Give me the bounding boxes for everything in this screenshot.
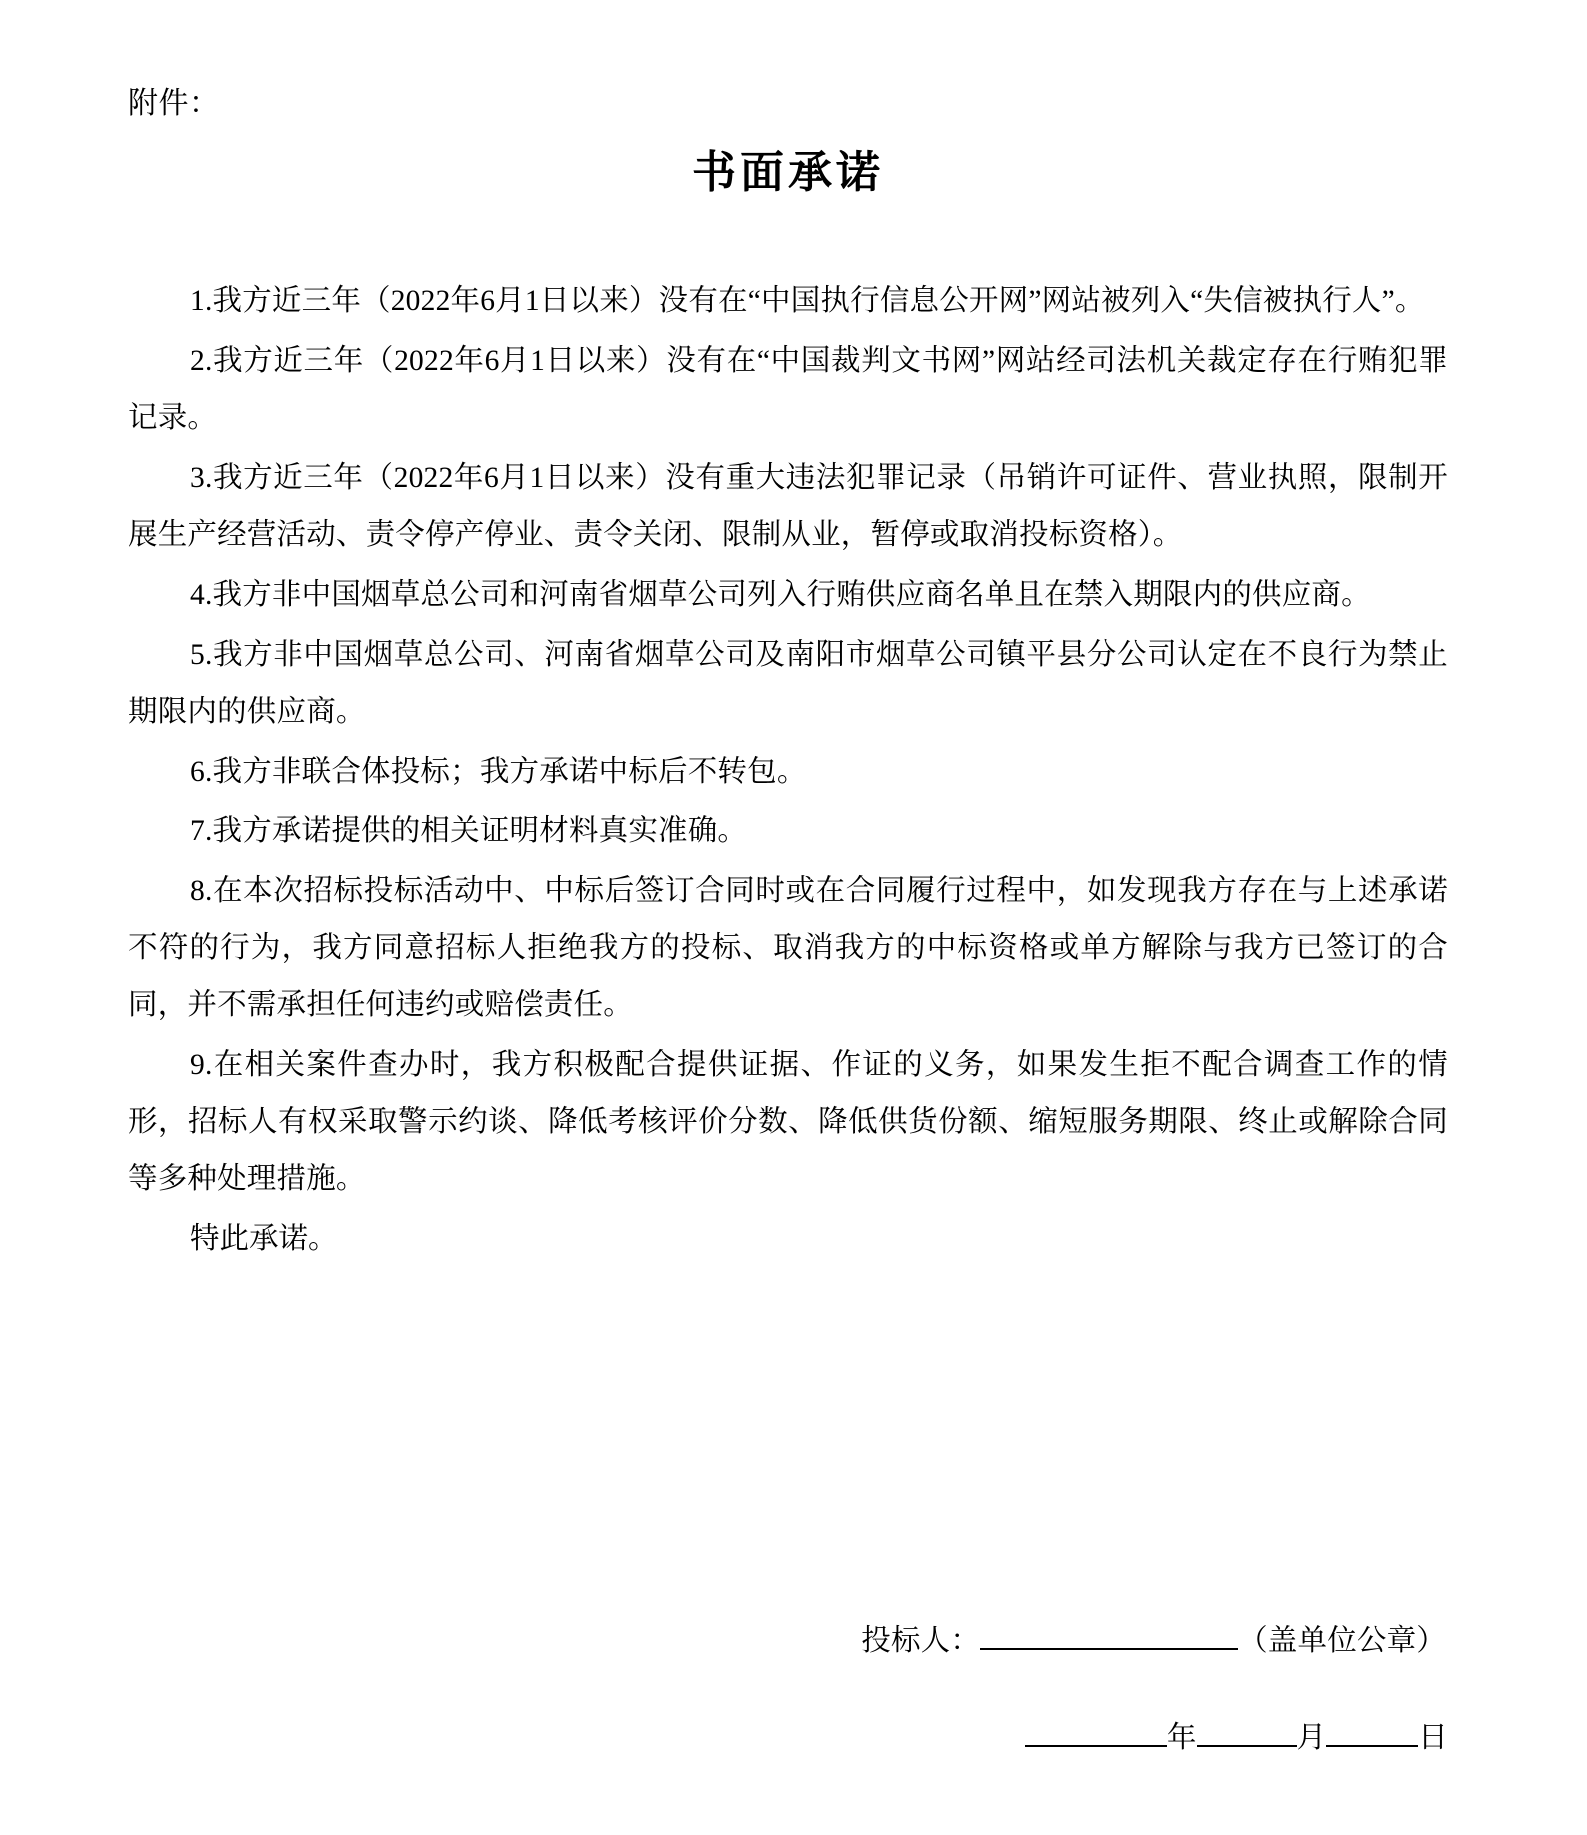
date-line (128, 1715, 1448, 1762)
document-content (128, 0, 1448, 1268)
day-label: 日 (1418, 1722, 1448, 1755)
clause-item: 8.在本次招标投标活动中、中标后签订合同时或在合同履行过程中，如发现我方存在与上述承诺不符的行为，我方同意招标人拒绝我方的投标、取消我方的中标资格或单方解除与我方已签订的合同，并不需承担任何违约或赔偿责任。 (128, 875, 1448, 1022)
clause-item: 4.我方非中国烟草总公司和河南省烟草公司列入行贿供应商名单且在禁入期限内的供应商。 (190, 578, 1371, 611)
clause-item: 7.我方承诺提供的相关证明材料真实准确。 (190, 815, 748, 848)
bidder-signature-line (128, 1618, 1448, 1665)
day-field[interactable] (1326, 1745, 1418, 1747)
year-label: 年 (1166, 1722, 1197, 1755)
clause-item: 2.我方近三年（2022年6月1日以来）没有在“中国裁判文书网”网站经司法机关裁定存在行贿犯罪记录。 (128, 345, 1448, 435)
clause-item: 3.我方近三年（2022年6月1日以来）没有重大违法犯罪记录（吊销许可证件、营业执照，限制开展生产经营活动、责令停产停业、责令关闭、限制从业，暂停或取消投标资格）。 (128, 461, 1448, 551)
clause-item: 1.我方近三年（2022年6月1日以来）没有在“中国执行信息公开网”网站被列入“失信被执行人”。 (190, 285, 1425, 318)
month-label: 月 (1296, 1722, 1327, 1755)
month-field[interactable] (1197, 1745, 1297, 1747)
signature-block (128, 1618, 1448, 1762)
seal-note: （盖单位公章） (1238, 1625, 1446, 1657)
closing-statement: 特此承诺。 (190, 1222, 338, 1255)
bidder-label: 投标人： (861, 1625, 981, 1657)
year-field[interactable] (1025, 1745, 1167, 1747)
bidder-name-field[interactable] (980, 1648, 1238, 1650)
page-title: 书面承诺 (692, 148, 884, 197)
clause-item: 6.我方非联合体投标；我方承诺中标后不转包。 (190, 755, 807, 788)
clause-list (128, 273, 1448, 1268)
clause-item: 5.我方非中国烟草总公司、河南省烟草公司及南阳市烟草公司镇平县分公司认定在不良行为禁止期限内的供应商。 (128, 638, 1448, 728)
attachment-label: 附件： (128, 87, 220, 120)
clause-item: 9.在相关案件查办时，我方积极配合提供证据、作证的义务，如果发生拒不配合调查工作的情形，招标人有权采取警示约谈、降低考核评价分数、降低供货份额、缩短服务期限、终止或解除合同等多种处理措施。 (128, 1049, 1448, 1196)
